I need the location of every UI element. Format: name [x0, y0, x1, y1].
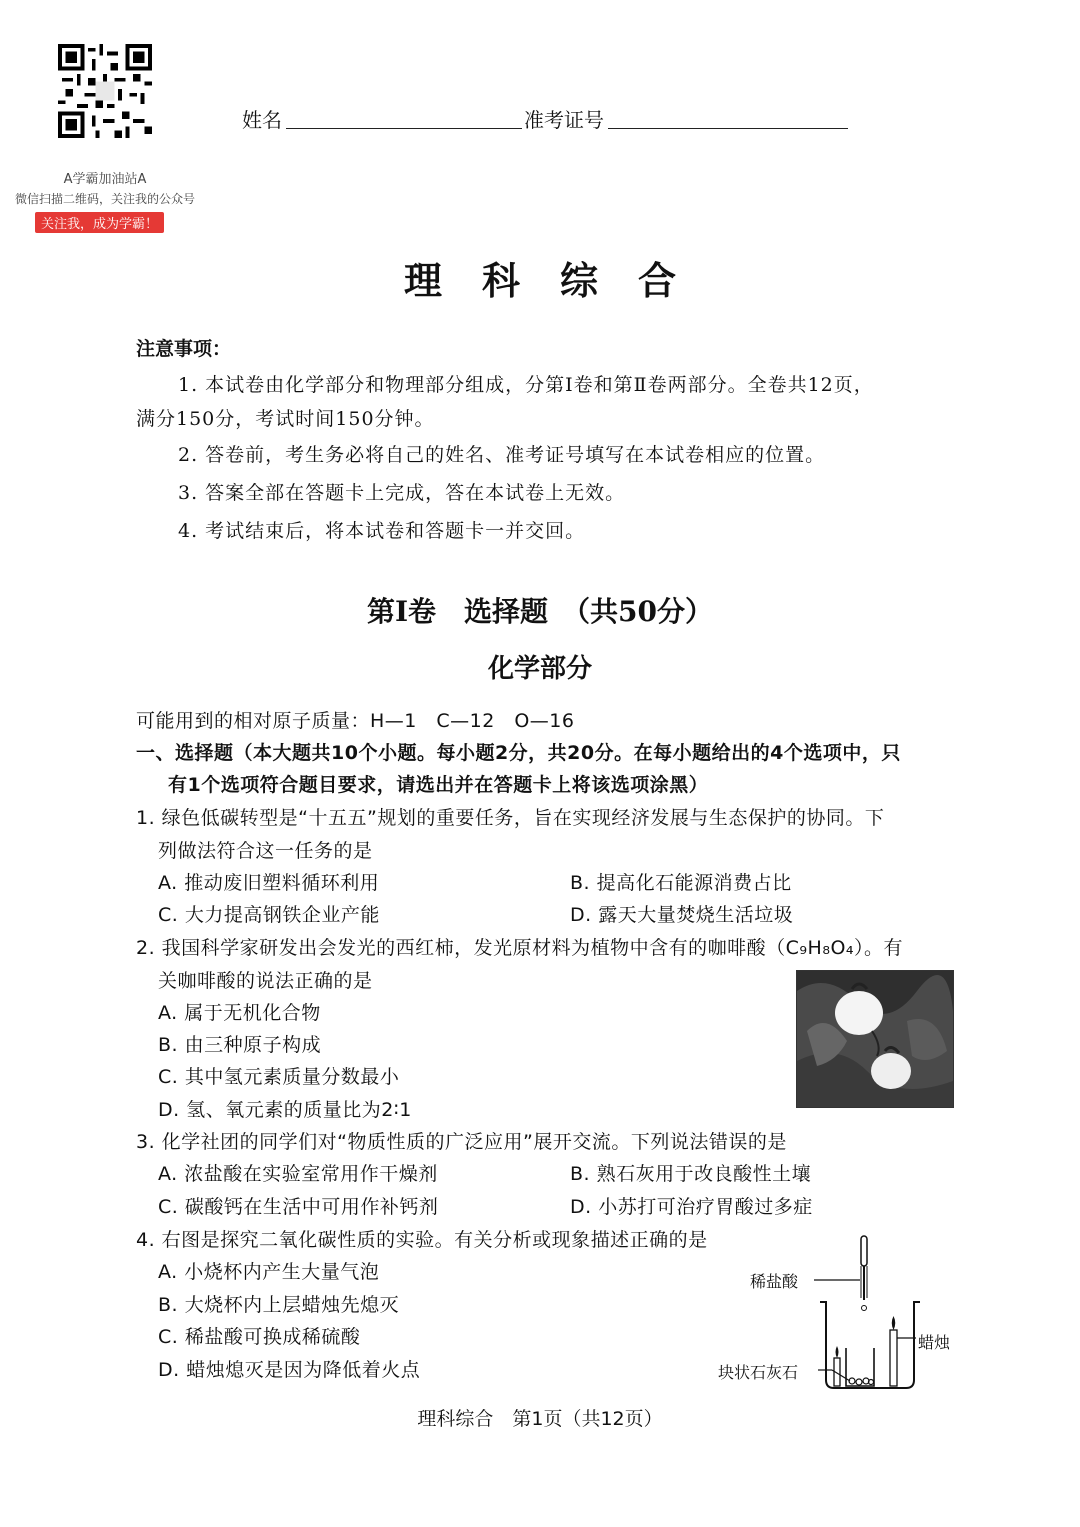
option-a: A. 属于无机化合物 — [158, 1002, 321, 1024]
option-a: A. 小烧杯内产生大量气泡 — [158, 1261, 380, 1283]
option-c: C. 碳酸钙在生活中可用作补钙剂 — [158, 1196, 439, 1218]
option-d: D. 露天大量焚烧生活垃圾 — [570, 904, 794, 926]
option-b: B. 由三种原子构成 — [158, 1034, 322, 1056]
glowing-tomato-photo — [796, 970, 954, 1108]
note-item: 4. 考试结束后，将本试卷和答题卡一并交回。 — [178, 520, 586, 542]
option-c: C. 大力提高钢铁企业产能 — [158, 904, 380, 926]
option-c: C. 稀盐酸可换成稀硫酸 — [158, 1326, 361, 1348]
section-subtitle: 化学部分 — [487, 654, 592, 684]
option-b: B. 大烧杯内上层蜡烛先熄灭 — [158, 1294, 400, 1316]
instruction-line: 一、选择题（本大题共10个小题。每小题2分，共20分。在每小题给出的4个选项中，只 — [136, 742, 901, 764]
exam-id-field-line — [608, 128, 848, 129]
note-item: 1. 本试卷由化学部分和物理部分组成，分第Ⅰ卷和第Ⅱ卷两部分。全卷共12页， — [178, 374, 874, 396]
notes-heading: 注意事项： — [136, 338, 232, 360]
question-stem: 列做法符合这一任务的是 — [158, 840, 373, 862]
page-title: 理科综合 — [403, 258, 716, 303]
option-c: C. 其中氢元素质量分数最小 — [158, 1066, 400, 1088]
option-d: D. 氢、氧元素的质量比为2∶1 — [158, 1099, 412, 1121]
qr-account-name: A学霸加油站A — [63, 172, 147, 187]
question-stem: 4. 右图是探究二氧化碳性质的实验。有关分析或现象描述正确的是 — [136, 1229, 708, 1251]
note-item: 3. 答案全部在答题卡上完成，答在本试卷上无效。 — [178, 482, 626, 504]
name-field-line — [286, 128, 522, 129]
name-label: 姓名 — [242, 108, 282, 132]
exam-id-label: 准考证号 — [524, 108, 604, 132]
follow-badge: 关注我，成为学霸！ — [35, 212, 164, 233]
note-item: 2. 答卷前，考生务必将自己的姓名、准考证号填写在本试卷相应的位置。 — [178, 444, 826, 466]
option-d: D. 蜡烛熄灭是因为降低着火点 — [158, 1359, 421, 1381]
label-candle: 蜡烛 — [918, 1333, 951, 1352]
label-limestone: 块状石灰石 — [718, 1363, 799, 1382]
section-title: 第Ⅰ卷 选择题 （共50分） — [366, 595, 714, 628]
page-footer: 理科综合 第1页（共12页） — [417, 1408, 663, 1430]
instruction-line: 有1个选项符合题目要求，请选出并在答题卡上将该选项涂黑） — [168, 774, 709, 796]
option-d: D. 小苏打可治疗胃酸过多症 — [570, 1196, 813, 1218]
atomic-masses: 可能用到的相对原子质量：H—1 C—12 O—16 — [136, 710, 575, 732]
question-stem: 1. 绿色低碳转型是“十五五”规划的重要任务，旨在实现经济发展与生态保护的协同。下 — [136, 807, 885, 829]
question-stem: 2. 我国科学家研发出会发光的西红柿，发光原材料为植物中含有的咖啡酸（C₉H₈O₄）。有 — [136, 937, 904, 959]
qr-description: 微信扫描二维码，关注我的公众号 — [14, 192, 195, 206]
option-a: A. 推动废旧塑料循环利用 — [158, 872, 380, 894]
option-b: B. 熟石灰用于改良酸性土壤 — [570, 1163, 812, 1185]
question-stem: 3. 化学社团的同学们对“物质性质的广泛应用”展开交流。下列说法错误的是 — [136, 1131, 787, 1153]
option-a: A. 浓盐酸在实验室常用作干燥剂 — [158, 1163, 438, 1185]
option-b: B. 提高化石能源消费占比 — [570, 872, 792, 894]
label-dilute-hcl: 稀盐酸 — [750, 1272, 799, 1291]
note-item: 满分150分，考试时间150分钟。 — [136, 408, 435, 430]
qr-code-icon — [58, 44, 152, 138]
question-stem: 关咖啡酸的说法正确的是 — [158, 970, 373, 992]
